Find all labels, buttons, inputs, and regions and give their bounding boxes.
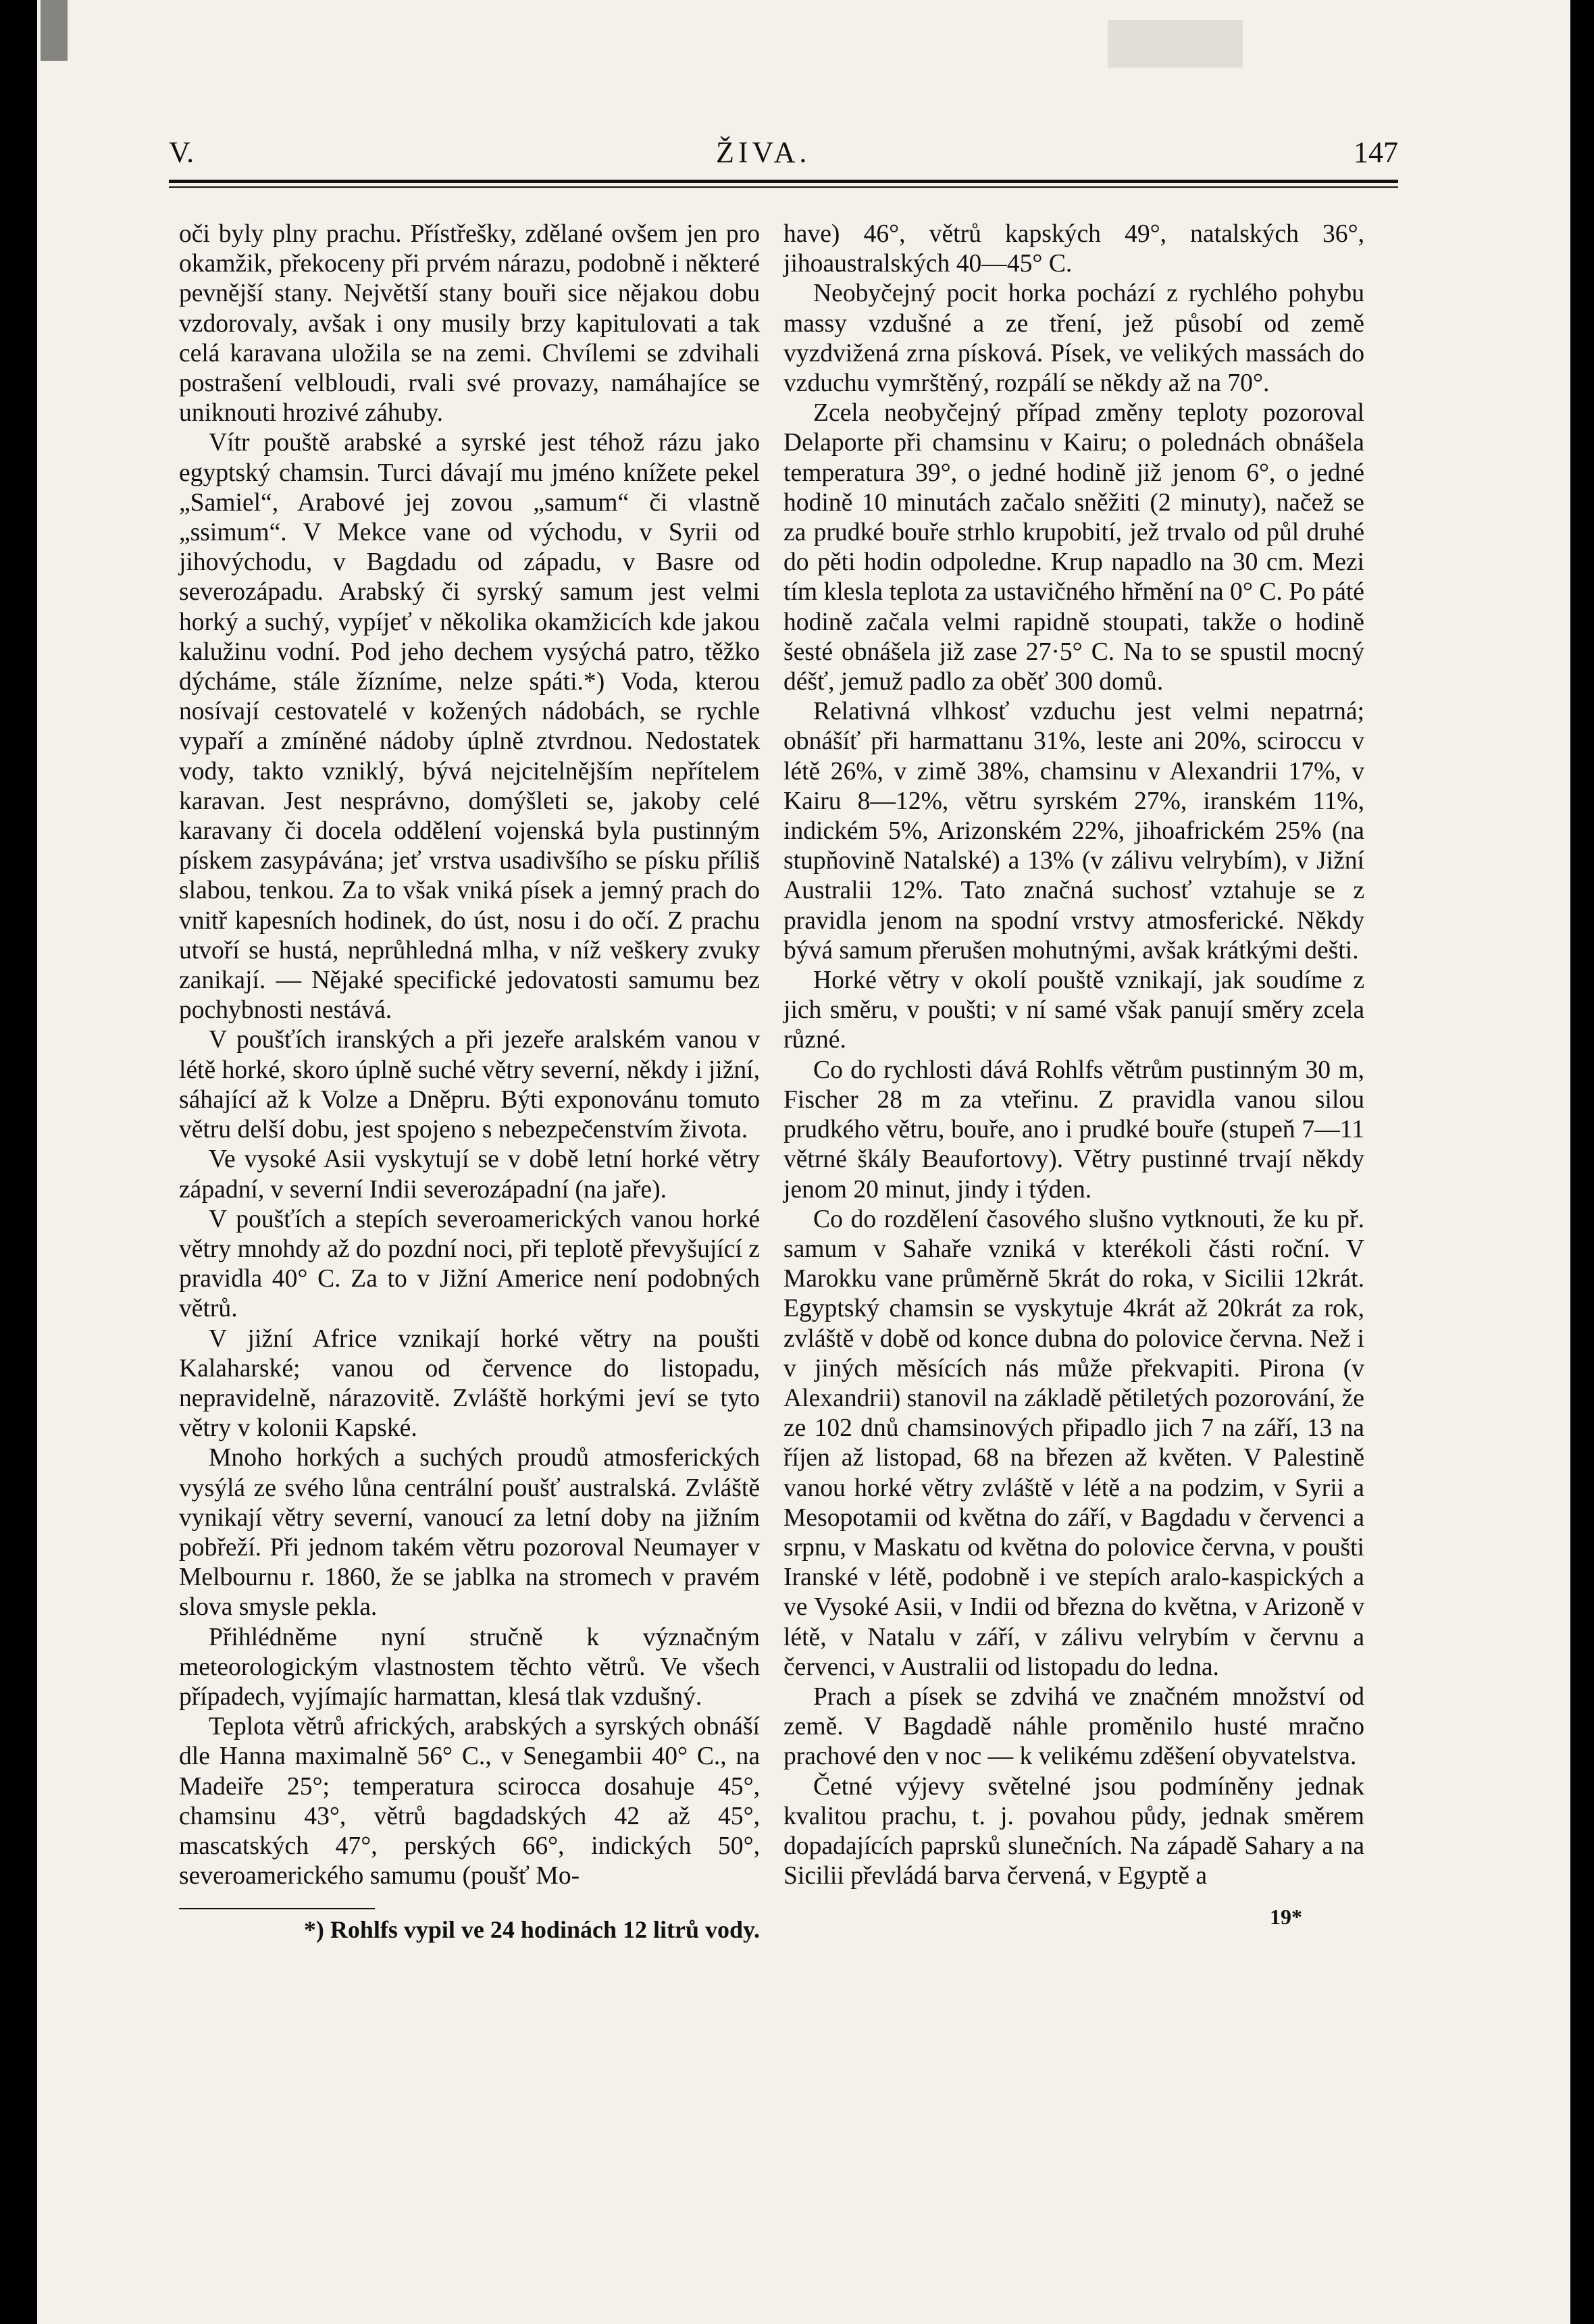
paragraph: Relativná vlhkosť vzduchu jest velmi nepatrná; obnášíť při harmattanu 31%, leste ani 20%, sciroccu v létě 26%, v zimě 38%, chamsinu v Alexandrii 17%, v Kairu 8—12%, větru syrském 27%, iranském 11%, indickém 5%, Arizonském 22%, jihoafrickém 25% (na stupňovině Natalské) a 13% (v zálivu velrybím), v Jižní Australii 12%. Tato značná suchosť vztahuje se z pravidla jenom na spodní vrstvy atmosferické. Někdy bývá samum přerušen mohutnými, avšak krátkými dešti. [783, 698, 1364, 964]
scan-artifact-top [1108, 20, 1243, 68]
paragraph: Co do rozdělení časového slušno vytknouti, že ku př. samum v Sahaře vzniká v kterékoli části roční. V Marokku vane průměrně 5krát do roka, v Sicilii 12krát. Egyptský chamsin se vyskytuje 4krát až 20krát za rok, zvláště v době od konce dubna do polovice června. Než i v jiných měsících nás může překvapiti. Pirona (v Alexandrii) stanovil na základě pětiletých pozorování, že ze 102 dnů chamsinových připadlo jich 7 na září, 13 na říjen až listopad, 68 na březen až květen. V Palestině vanou horké větry zvláště v létě a na podzim, v Syrii a Mesopotamii od května do září, v Bagdadu v červenci a srpnu, v Maskatu od května do polovice června, v poušti Iranské v létě, podobně i ve stepích aralo-kaspických a ve Vysoké Asii, v Indii od března do května, v Arizoně v létě, v Natalu v září, v zálivu velrybím v červnu a červenci, v Australii od listopadu do ledna. [783, 1205, 1364, 1681]
page-number: 147 [1354, 136, 1398, 169]
signature-mark: 19* [1270, 1905, 1302, 1929]
paragraph: Teplota větrů afrických, arabských a syrských obnáší dle Hanna maximalně 56° C., v Senegambii 40° C., na Madeiře 25°; temperatura scirocca dosahuje 45°, chamsinu 43°, větrů bagdadských 42 až 45°, mascatských 47°, perských 66°, indických 50°, severoamerického samumu (poušť Mo- [179, 1713, 760, 1890]
footnote: *) Rohlfs vypil ve 24 hodinách 12 litrů vody. [303, 1916, 760, 1943]
paragraph: V poušťích iranských a při jezeře aralském vanou v létě horké, skoro úplně suché větry severní, někdy i jižní, sáhající až k Volze a Dněpru. Býti exponovánu tomuto větru delší dobu, jest spojeno s nebezpečenstvím života. [179, 1026, 760, 1144]
running-header [169, 128, 1398, 176]
volume-number: V. [169, 136, 195, 169]
paragraph: Vítr pouště arabské a syrské jest téhož rázu jako egyptský chamsin. Turci dávají mu jméno knížete pekel „Samiel“, Arabové jej zovou „samum“ či vlastně „ssimum“. V Mekce vane od východu, v Syrii od jihovýchodu, v Bagdadu od západu, v Basre od severozápadu. Arabský či syrský samum jest velmi horký a suchý, vypíjeť v několika okamžicích kde jakou kalužinu vodní. Pod jeho dechem vysýchá patro, těžko dýcháme, stále žízníme, nelze spáti.*) Voda, kterou nosívají cestovatelé v kožených nádobách, se rychle vypaří a zmíněné nádoby úplně ztvrdnou. Nedostatek vody, takto vzniklý, bývá nejcitelnějším nepřítelem karavan. Jest nesprávno, domýšleti se, jakoby celé karavany či docela oddělení vojenská byla pustinným pískem zasypávána; jeť vrstva usadivšího se písku příliš slabou, tenkou. Za to však vniká písek a jemný prach do vnitř kapesních hodinek, do úst, nosu i do očí. Z prachu utvoří se hustá, neprůhledná mlha, v níž veškery zvuky zanikají. — Nějaké specifické jedovatosti samumu bez pochybnosti nestává. [179, 429, 760, 1025]
paragraph: Horké větry v okolí pouště vznikají, jak soudíme z jich směru, v poušti; v ní samé však panují směry zcela různé. [783, 966, 1364, 1054]
header-rule-thick [169, 180, 1398, 183]
paragraph: V poušťích a stepích severoamerických vanou horké větry mnohdy až do pozdní noci, při teplotě převyšující z pravidla 40° C. Za to v Jižní Americe není podobných větrů. [179, 1205, 760, 1323]
paragraph: oči byly plny prachu. Přístřešky, zdělané ovšem jen pro okamžik, překoceny při prvém nárazu, podobně i některé pevnější stany. Největší stany bouři sice nějakou dobu vzdorovaly, avšak i ony musily brzy kapitulovati a tak celá karavana uložila se na zemi. Chvílemi se zdvihali postrašení velbloudi, rvali své provazy, namáhajíce se uniknouti hrozivé záhuby. [179, 220, 760, 428]
paragraph: V jižní Africe vznikají horké větry na poušti Kalaharské; vanou od července do listopadu, nepravidelně, nárazovitě. Zvláště horkými jeví se tyto větry v kolonii Kapské. [179, 1324, 760, 1443]
paragraph: Neobyčejný pocit horka pochází z rychlého pohybu massy vzdušné a ze tření, jež působí od země vyzdvižená zrna písková. Písek, ve velikých massách do vzduchu vymrštěný, rozpálí se někdy až na 70°. [783, 280, 1364, 398]
right-column [783, 220, 1364, 1891]
header-rule-thin [169, 186, 1398, 188]
paragraph: Přihlédněme nyní stručně k význačným meteorologickým vlastnostem těchto větrů. Ve všech případech, vyjímajíc harmattan, klesá tlak vzdušný. [179, 1623, 760, 1711]
paragraph: have) 46°, větrů kapských 49°, natalských 36°, jihoaustralských 40—45° C. [783, 220, 1364, 278]
footnote-rule [179, 1908, 375, 1909]
paragraph: Mnoho horkých a suchých proudů atmosferických vysýlá ze svého lůna centrální poušť australská. Zvláště vynikají větry severní, vanoucí za letní doby na jižním pobřeží. Při jednom takém větru pozoroval Neumayer v Melbournu r. 1860, že se jablka na stromech v pravém slova smysle pekla. [179, 1444, 760, 1622]
paragraph: Prach a písek se zdvihá ve značném množství od země. V Bagdadě náhle proměnilo husté mračno prachové den v noc — k velikému zděšení obyvatelstva. [783, 1682, 1364, 1771]
paragraph: Četné výjevy světelné jsou podmíněny jednak kvalitou prachu, t. j. povahou půdy, jednak směrem dopadajících paprsků slunečních. Na západě Sahary a na Sicilii převládá barva červená, v Egyptě a [783, 1772, 1364, 1890]
scan-artifact [41, 0, 68, 61]
left-column [179, 220, 760, 1891]
paragraph: Co do rychlosti dává Rohlfs větrům pustinným 30 m, Fischer 28 m za vteřinu. Z pravidla vanou silou prudkého větru, bouře, ano i prudké bouře (stupeň 7—11 větrné škály Beaufortovy). Větry pustinné trvají někdy jenom 20 minut, jindy i týden. [783, 1056, 1364, 1204]
paragraph: Zcela neobyčejný případ změny teploty pozoroval Delaporte při chamsinu v Kairu; o polednách obnášela temperatura 39°, o jedné hodině již jenom 6°, o jedné hodině 10 minutách začalo sněžiti (2 minuty), načež se za prudké bouře strhlo krupobití, jež trvalo od půl druhé do pěti hodin odpoledne. Krup napadlo na 30 cm. Mezi tím klesla teplota za ustavičného hřmění na 0° C. Po páté hodině začala velmi rapidně stoupati, takže o hodině šesté obnášela již zase 27·5° C. Na to se spustil mocný déšť, jemuž padlo za oběť 300 domů. [783, 399, 1364, 696]
journal-title: ŽIVA. [716, 136, 811, 169]
paragraph: Ve vysoké Asii vyskytují se v době letní horké větry západní, v severní Indii severozápadní (na jaře). [179, 1145, 760, 1204]
